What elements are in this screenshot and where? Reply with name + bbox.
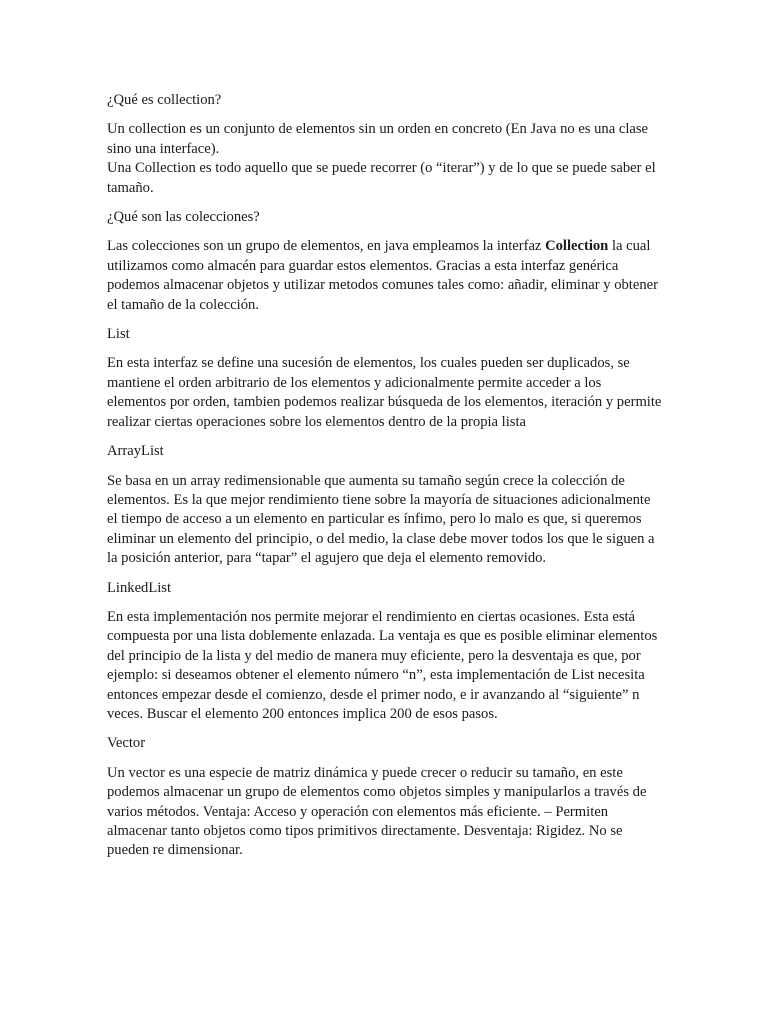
colecciones-text-pre: Las colecciones son un grupo de elementos, en java empleamos la interfaz	[107, 238, 546, 255]
paragraph-linkedlist: En esta implementación nos permite mejorar el rendimiento en ciertas ocasiones. Esta está compuesta por una lista doblemente enlazada. La ventaja es que es posible eliminar elementos del principio de la lista y del medio de manera muy eficiente, pero la desventaja es que, por ejemplo: si deseamos obtener el elemento número “n”, esta implementación de List necesita entonces empezar desde el comienzo, desde el primer nodo, e ir avanzando al “siguiente” n veces. Buscar el elemento 200 entonces implica 200 de esos pasos.	[107, 608, 658, 722]
heading-list: List	[107, 326, 130, 343]
collection-line-2: Una Collection es todo aquello que se puede recorrer (o “iterar”) y de lo que se puede saber el tamaño.	[107, 160, 656, 196]
colecciones-text-post: la cual utilizamos como almacén para guardar estos elementos. Gracias a esta interfaz genérica podemos almacenar objetos y utilizar metodos comunes tales como: añadir, eliminar y obtener el tamaño de la colección.	[107, 238, 658, 313]
document-page	[107, 91, 663, 871]
collection-bold-term: Collection	[545, 238, 609, 255]
collection-line-1: Un collection es un conjunto de elementos sin un orden en concreto (En Java no es una clase sino una interface).	[107, 121, 649, 157]
paragraph-collection	[107, 120, 663, 198]
heading-collection: ¿Qué es collection?	[107, 92, 222, 108]
heading-colecciones: ¿Qué son las colecciones?	[107, 209, 260, 226]
paragraph-colecciones	[107, 237, 663, 315]
heading-vector: Vector	[107, 735, 146, 752]
heading-linkedlist: LinkedList	[107, 579, 172, 596]
paragraph-list: En esta interfaz se define una sucesión de elementos, los cuales pueden ser duplicados, se mantiene el orden arbitrario de los elementos y adicionalmente permite acceder a los elementos por orden, tambien podemos realizar búsqueda de los elementos, iteración y permite realizar ciertas operaciones sobre los elementos dentro de la propia lista	[107, 355, 662, 430]
heading-arraylist: ArrayList	[107, 443, 164, 460]
paragraph-vector: Un vector es una especie de matriz dinámica y puede crecer o reducir su tamaño, en este podemos almacenar un grupo de elementos como objetos simples y manipularlos a través de varios métodos. Ventaja: Acceso y operación con elementos más eficiente. – Permiten almacenar tanto objetos como tipos primitivos directamente. Desventaja: Rigidez. No se pueden re dimensionar.	[107, 764, 647, 859]
paragraph-arraylist: Se basa en un array redimensionable que aumenta su tamaño según crece la colección de elementos. Es la que mejor rendimiento tiene sobre la mayoría de situaciones adicionalmente el tiempo de acceso a un elemento en particular es ínfimo, pero lo malo es que, si queremos eliminar un elemento del principio, o del medio, la clase debe mover todos los que le siguen a la posición anterior, para “tapar” el agujero que deja el elemento removido.	[107, 472, 655, 567]
